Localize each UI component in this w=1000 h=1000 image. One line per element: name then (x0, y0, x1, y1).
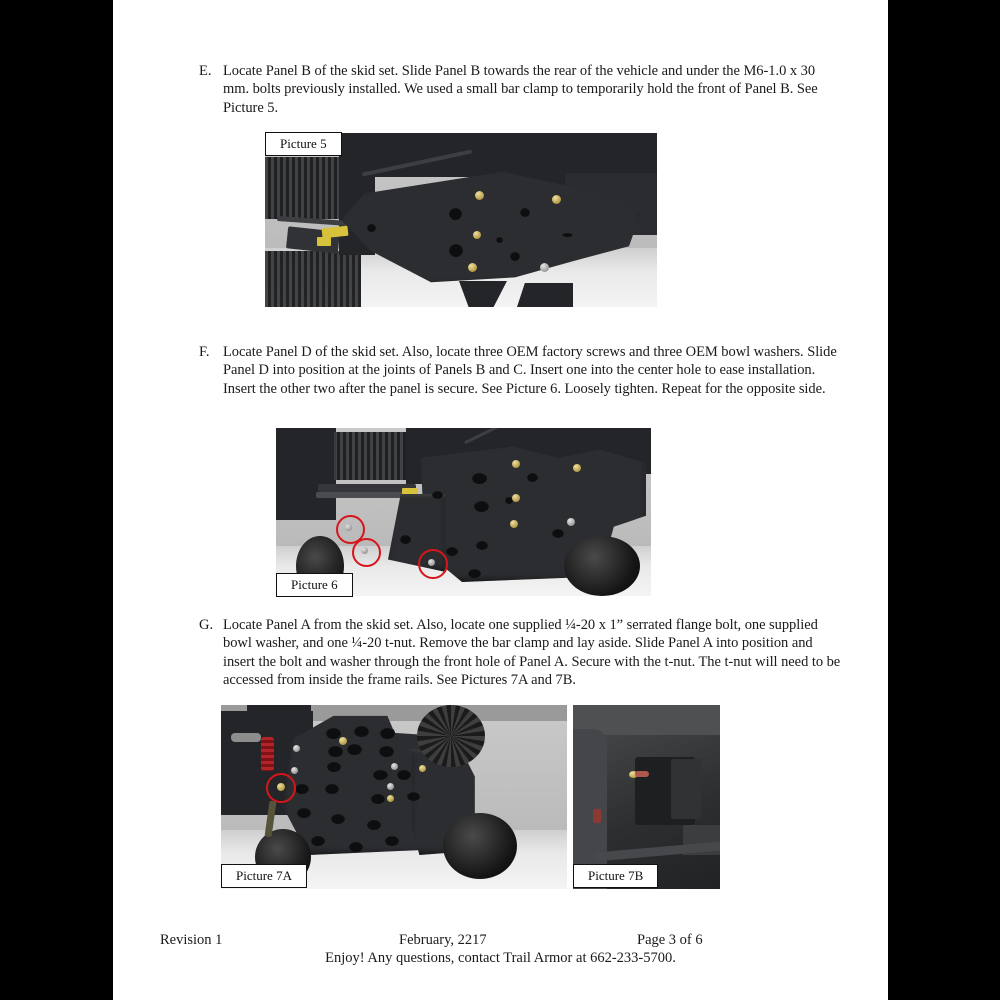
bolt-hole (496, 236, 503, 243)
gold-bolt (473, 231, 481, 239)
steel-bolt (391, 763, 398, 770)
footer-revision: Revision 1 (160, 932, 223, 948)
bolt-hole (325, 783, 339, 794)
gold-bolt (512, 494, 520, 502)
gold-bolt (419, 765, 426, 772)
gold-bolt (387, 795, 394, 802)
gold-bolt (510, 520, 518, 528)
annotation-circle-front-bolt (266, 773, 296, 803)
bolt-hole (326, 727, 341, 739)
bolt-hole (328, 745, 343, 757)
step-marker-e: E. (199, 63, 212, 79)
bolt-hole (367, 223, 376, 232)
bolt-hole (472, 472, 487, 484)
clamp-slide (316, 492, 408, 498)
bolt-hole (407, 791, 420, 801)
bolt-hole (385, 835, 399, 846)
radiator-grille (265, 157, 341, 219)
figure-picture-5 (265, 133, 657, 307)
lower-grille (265, 251, 361, 307)
bolt-hole (449, 243, 463, 257)
front-suspension-area (276, 428, 336, 520)
annotation-circle-screw-3 (418, 549, 448, 579)
steel-bolt (293, 745, 300, 752)
footer-page-number: Page 3 of 6 (637, 932, 703, 948)
footer-row-contact (113, 950, 888, 972)
gold-bolt (339, 737, 347, 745)
figure-picture-7a (221, 705, 567, 889)
hood-edge (247, 705, 311, 729)
rear-tire (564, 536, 640, 596)
bar-clamp-grip (317, 237, 331, 246)
bolt-hole (468, 568, 481, 578)
bolt-hole (400, 534, 411, 544)
bolt-hole (476, 540, 488, 550)
bolt-hole (354, 725, 369, 737)
figure-caption-picture-5: Picture 5 (265, 132, 342, 156)
footer-date: February, 2217 (399, 932, 487, 948)
bolt-hole (331, 813, 345, 824)
document-page (113, 0, 888, 1000)
rear-tire (443, 813, 517, 879)
steel-bolt (291, 767, 298, 774)
bolt-hole (397, 769, 411, 780)
step-marker-f: F. (199, 344, 210, 360)
bolt-hole (520, 207, 530, 217)
gold-bolt (512, 460, 520, 468)
figure-caption-picture-7a: Picture 7A (221, 864, 307, 888)
wire-grommet (593, 809, 601, 823)
gold-bolt (552, 195, 561, 204)
bolt-hole (297, 807, 311, 818)
bolt-hole (371, 793, 385, 804)
gold-bolt (475, 191, 484, 200)
bolt-slot (562, 232, 573, 237)
bolt-hole (311, 835, 325, 846)
step-text-g: Locate Panel A from the skid set. Also, locate one supplied ¼-20 x 1” serrated flange bolt, one supplied bowl washer, and one ¼-20 t-nut. Remove the bar clamp and lay aside. Slide Panel A into position and insert the bolt and washer through the front hole of Panel A. Secure with the t-nut. The t-nut will need to be accessed from inside the frame rails. See Pictures 7A and 7B. (223, 617, 841, 689)
figure-caption-picture-7b: Picture 7B (573, 864, 658, 888)
step-marker-g: G. (199, 617, 214, 633)
figure-picture-6 (276, 428, 651, 596)
step-text-e: Locate Panel B of the skid set. Slide Panel B towards the rear of the vehicle and under the M6-1.0 x 30 mm. bolts previously installed. We used a small bar clamp to temporarily hold the front of Panel B. See Picture 5. (223, 63, 818, 116)
bolt-hole (449, 207, 462, 220)
bolt-hole (527, 472, 538, 482)
red-marker (635, 771, 649, 777)
bolt-hole (474, 500, 489, 512)
bolt-hole (379, 745, 394, 757)
bolt-hole (552, 528, 564, 538)
steel-bolt (387, 783, 394, 790)
suspension-spring (261, 737, 274, 771)
bracket (671, 759, 701, 819)
bolt-hole (510, 251, 520, 261)
bolt-hole (446, 546, 458, 556)
bolt-hole (295, 783, 309, 794)
annotation-circle-screw-2 (352, 538, 381, 567)
instruction-step-g (199, 616, 844, 690)
steel-bolt (540, 263, 549, 272)
footer-row-primary (113, 932, 888, 952)
footer-contact-text: Enjoy! Any questions, contact Trail Armor at 662-233-5700. (325, 950, 676, 966)
instruction-step-e (199, 62, 830, 117)
document-body (113, 0, 888, 1000)
gold-bolt (573, 464, 581, 472)
instruction-step-f (199, 343, 839, 398)
bolt-hole (347, 743, 362, 755)
bolt-hole (380, 727, 395, 739)
bolt-hole (367, 819, 381, 830)
figure-picture-7b (573, 705, 720, 889)
rear-strut (517, 283, 573, 307)
bolt-hole (349, 841, 363, 852)
gold-bolt (468, 263, 477, 272)
rear-tire-upper (417, 705, 485, 767)
steel-bolt (567, 518, 575, 526)
radiator-grille (334, 432, 412, 480)
step-text-f: Locate Panel D of the skid set. Also, locate three OEM factory screws and three OEM bowl washers. Slide Panel D into position at the joints of Panels B and C. Insert one into the center hole to ease installation. Insert the other two after the panel is secure. See Picture 6. Loosely tighten. Repeat for the opposite side. (223, 344, 837, 397)
figure-caption-picture-6: Picture 6 (276, 573, 353, 597)
bolt-hole (432, 490, 443, 499)
shock-mount (231, 733, 261, 742)
bolt-hole (373, 769, 388, 780)
bolt-hole (327, 761, 341, 772)
